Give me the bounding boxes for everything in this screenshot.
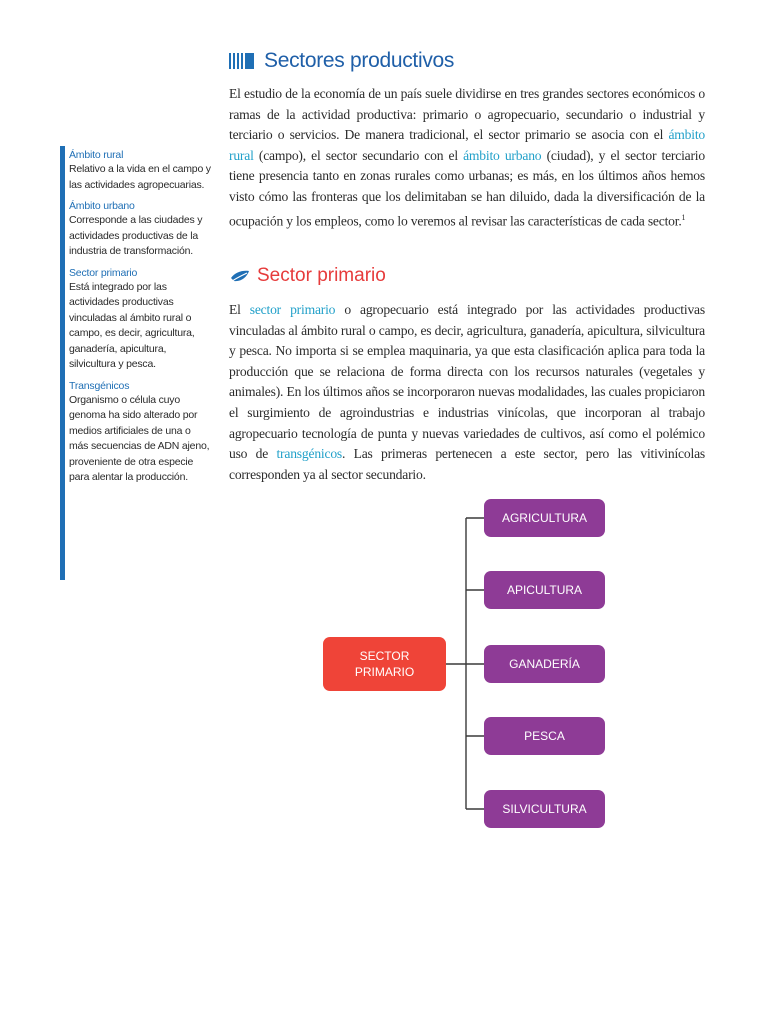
glossary-term: Ámbito urbano: [69, 200, 135, 212]
title-row: [229, 47, 454, 75]
glossary-sidebar: [60, 146, 212, 580]
node-sector-primario: [323, 637, 446, 691]
primary-text-2: o agropecuario está integrado por las actividades productivas vinculadas al ámbito rural o campo, es decir, agricultura, ganadería, apicultura, silvicultura y pesca. No importa si se emplea maquinaria, ya que esta clasificación aplica para toda la producción que se relaciona de forma directa con los recursos naturales (vegetales y animales). En los últimos años se incorporaron nuevas modalidades, las cuales propiciaron el surgimiento de agroindustrias e industrias vinícolas, que incorporan al trabajo agropecuario tecnología de punta y nuevas variedades de cultivos, así como el polémico uso de: [229, 302, 705, 462]
glossary-term: Ámbito rural: [69, 149, 124, 161]
footnote-marker[interactable]: 1: [681, 212, 686, 222]
primary-sector-paragraph: [229, 300, 705, 485]
primary-text-3: . Las primeras pertenecen a este sector, pero las vitivinícolas corresponden ya al sector secundario.: [229, 446, 705, 482]
section-heading-row: [229, 263, 386, 289]
primary-text-1: El: [229, 302, 250, 317]
glossary-entry-sector-primario: [69, 267, 212, 373]
glossary-definition: Corresponde a las ciudades y actividades productivas de la industria de transformación.: [69, 214, 203, 257]
page-title: Sectores productivos: [264, 49, 455, 72]
term-ambito-urbano[interactable]: ámbito urbano: [463, 147, 542, 163]
leaf-icon: [229, 268, 251, 284]
term-transgenicos[interactable]: transgénicos: [276, 446, 343, 462]
intro-text-3: (ciudad), y el sector terciario tiene presencia tanto en zonas rurales como urbanas; es más, en los últimos años hemos visto cómo las fronteras que los delimitaban se han diluido, dada la diversificación de la ocupación y los empleos, como lo veremos al revisar las características de cada sector.: [229, 147, 705, 229]
title-bars-icon: [229, 53, 254, 69]
glossary-definition: Relativo a la vida en el campo y las actividades agropecuarias.: [69, 163, 211, 191]
glossary-definition: Está integrado por las actividades productivas vinculadas al ámbito rural o campo, es decir, agricultura, ganadería, apicultura, silvicultura y pesca.: [69, 280, 195, 370]
glossary-term: Sector primario: [69, 266, 138, 279]
intro-text-2: (campo), el sector secundario con el: [253, 147, 464, 163]
node-root-line2: PRIMARIO: [354, 665, 415, 679]
glossary-entry-transgenicos: [69, 380, 212, 486]
glossary-entry-ambito-urbano: [69, 200, 212, 260]
intro-paragraph: [229, 84, 705, 232]
intro-text-1: El estudio de la economía de un país suele dividirse en tres grandes sectores económicos o ramas de la actividad productiva: primario o agropecuario, secundario o industrial y terciario o servicios. De manera tradicional, el sector primario se asocia con el: [229, 86, 705, 143]
glossary-term: Transgénicos: [69, 379, 130, 392]
section-title: Sector primario: [257, 265, 386, 286]
glossary-definition: Organismo o célula cuyo genoma ha sido alterado por medios artificiales de una o más secuencias de ADN ajeno, proveniente de otra especie para alentar la producción.: [69, 393, 210, 483]
node-agricultura: AGRICULTURA: [484, 499, 605, 537]
node-pesca: PESCA: [484, 717, 605, 755]
node-ganaderia: GANADERÍA: [484, 645, 605, 683]
node-root-line1: SECTOR: [359, 649, 410, 663]
node-silvicultura: SILVICULTURA: [484, 790, 605, 828]
glossary-entry-ambito-rural: [69, 149, 212, 193]
term-ambito-rural[interactable]: ámbito rural: [229, 127, 705, 163]
node-apicultura: APICULTURA: [484, 571, 605, 609]
term-sector-primario[interactable]: sector primario: [249, 302, 336, 317]
